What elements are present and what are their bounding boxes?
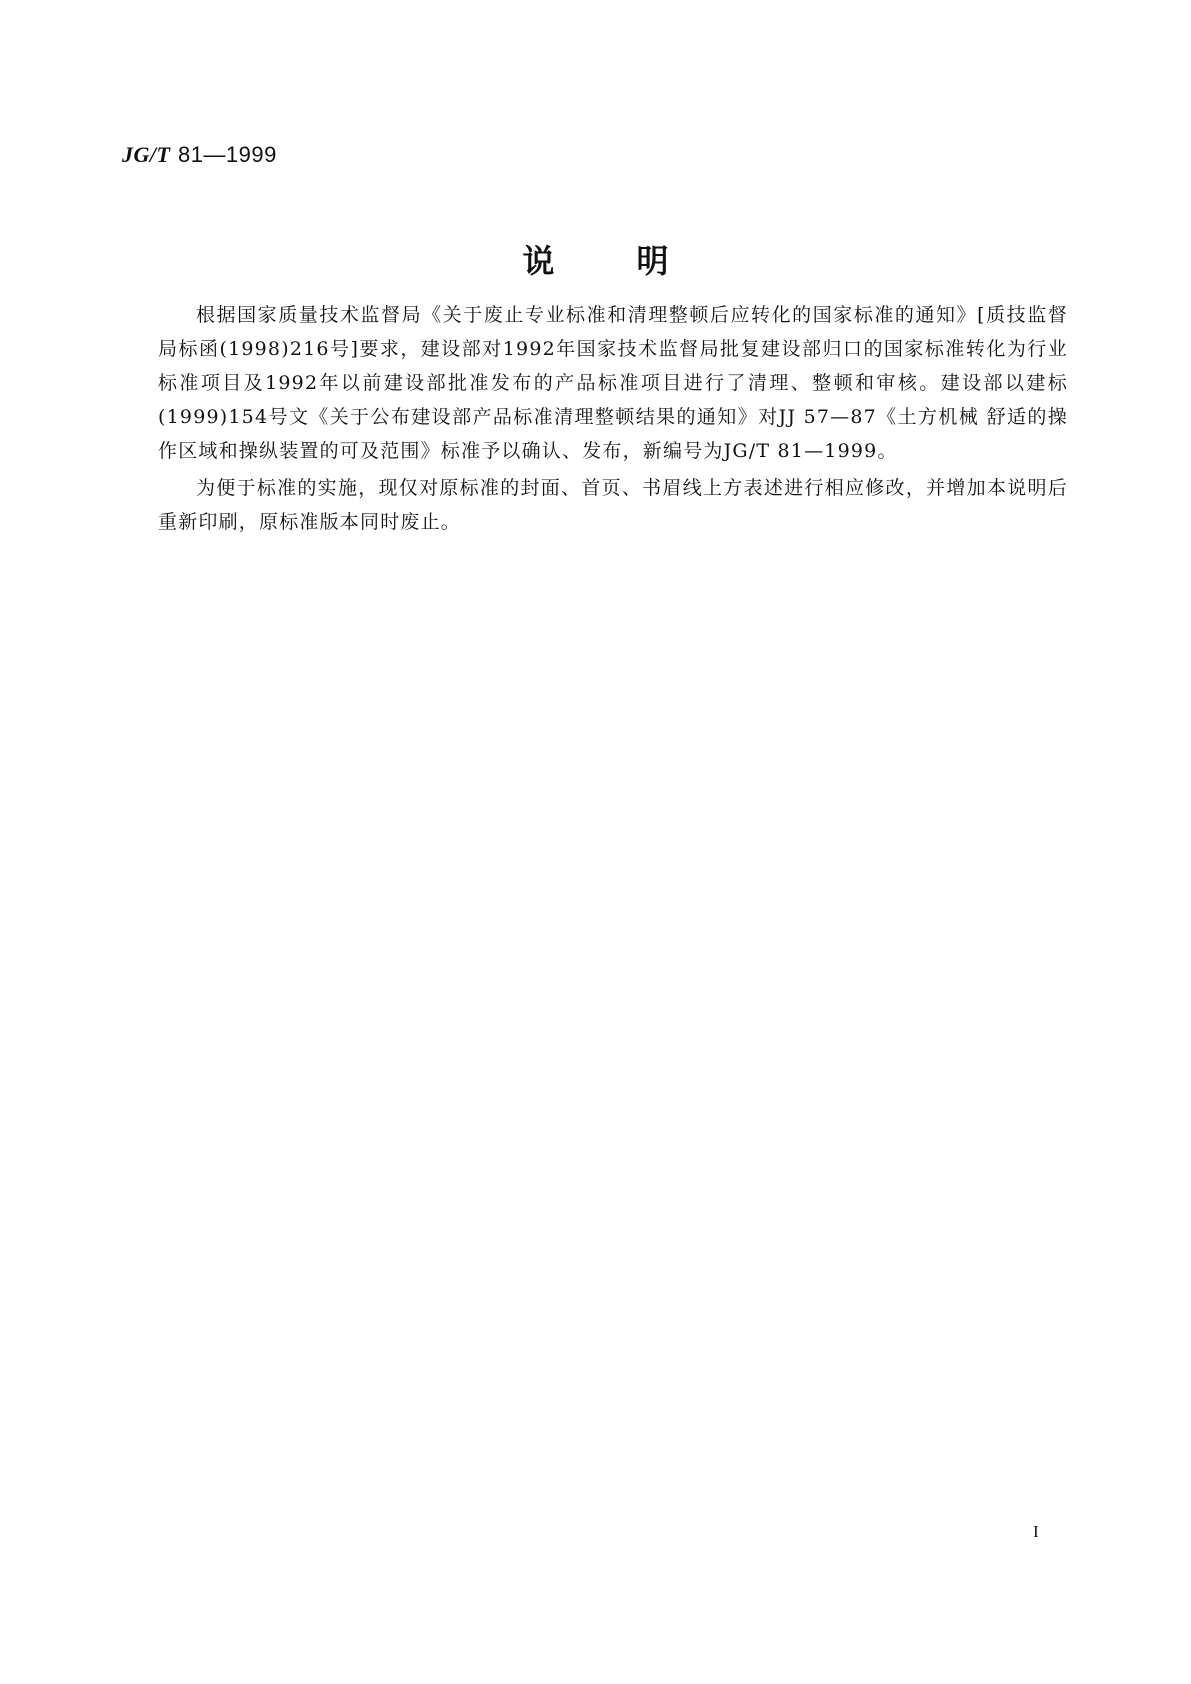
page-number: I (1033, 1522, 1039, 1541)
document-body (158, 298, 1068, 542)
paragraph-1: 根据国家质量技术监督局《关于废止专业标准和清理整顿后应转化的国家标准的通知》[质技监督局标函(1998)216号]要求，建设部对1992年国家技术监督局批复建设部归口的国家标准转化为行业标准项目及1992年以前建设部批准发布的产品标准项目进行了清理、整顿和审核。建设部以建标(1999)154号文《关于公布建设部产品标准清理整顿结果的通知》对JJ 57—87《土方机械 舒适的操作区域和操纵装置的可及范围》标准予以确认、发布，新编号为JG/T 81—1999。 (158, 304, 1068, 462)
standard-prefix: JG/T (122, 142, 171, 167)
paragraph-2: 为便于标准的实施，现仅对原标准的封面、首页、书眉线上方表述进行相应修改，并增加本说明后重新印刷，原标准版本同时废止。 (158, 477, 1068, 533)
page-title: 说明 (522, 242, 751, 280)
standard-code (122, 142, 277, 168)
standard-number: 81—1999 (177, 142, 277, 167)
